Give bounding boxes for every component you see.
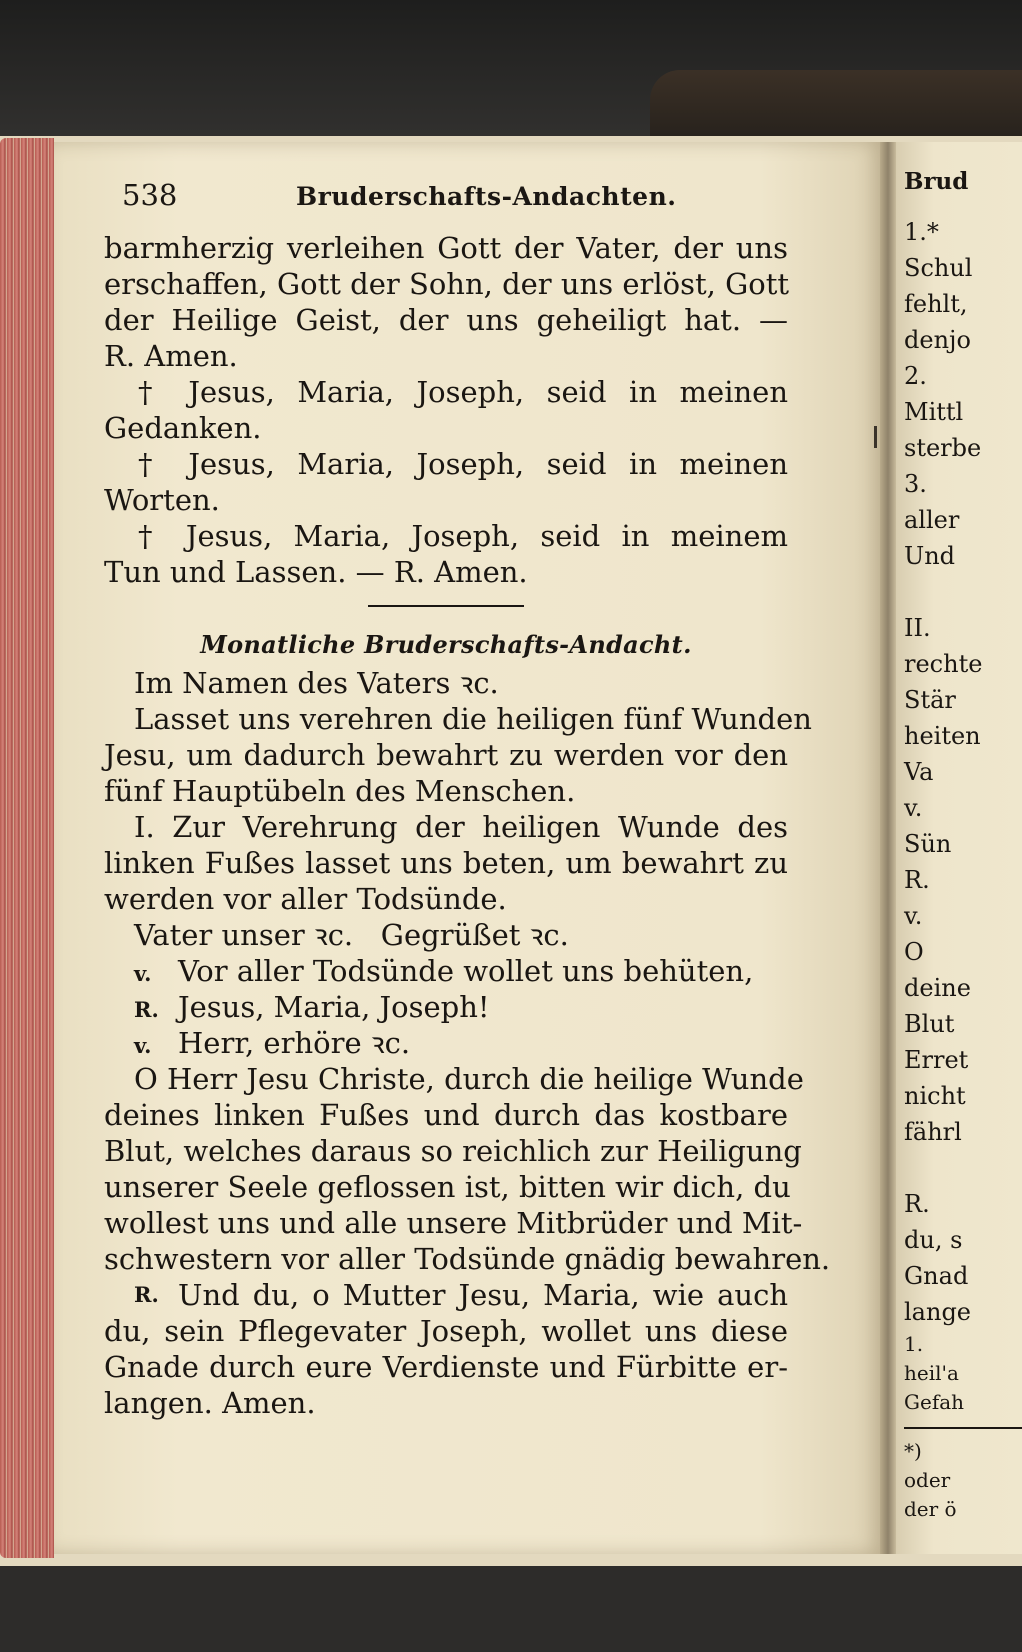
right-line: aller <box>904 506 960 534</box>
right-line: du, s <box>904 1226 963 1254</box>
text-line: linken Fußes lasset uns beten, um bewahrt zu <box>104 846 788 880</box>
right-line: heiten <box>904 722 981 750</box>
response-line <box>104 1277 788 1313</box>
prayer-line: schwestern vor aller Todsünde gnädig bewahren. <box>104 1242 831 1276</box>
background-bottom <box>0 1560 1022 1652</box>
response-mark: R. <box>134 997 159 1022</box>
right-footnote-line: heil'a <box>904 1361 959 1385</box>
right-footnote-2 <box>904 1437 1022 1524</box>
right-line: Mittl <box>904 398 964 426</box>
right-line: 3. <box>904 470 927 498</box>
prayer-line: unserer Seele geflossen ist, bitten wir dich, du <box>104 1170 791 1204</box>
right-line: Erret <box>904 1046 969 1074</box>
right-footnote-line: oder <box>904 1468 951 1492</box>
text-line: fünf Hauptübeln des Menschen. <box>104 774 576 808</box>
response-line: Gnade durch eure Verdienste und Fürbitte er- <box>104 1350 788 1384</box>
right-lines <box>904 214 1022 1330</box>
left-page-body <box>104 230 831 1421</box>
right-footnote-line: *) <box>904 1439 922 1463</box>
text-line: Vater unser ꝛc. Gegrüßet ꝛc. <box>134 918 569 952</box>
right-line: nicht <box>904 1082 966 1110</box>
invocation-line: † Jesus, Maria, Joseph, seid in meinem <box>138 519 788 553</box>
versicle-line <box>104 1025 788 1061</box>
right-line: v. <box>904 902 923 930</box>
right-line: deine <box>904 974 971 1002</box>
text-line: der Heilige Geist, der uns geheiligt hat. — <box>104 303 788 337</box>
right-line: 1.* <box>904 218 939 246</box>
running-title: Bruderschafts-Andachten. <box>296 182 677 211</box>
right-line: fehlt, <box>904 290 968 318</box>
right-line: Blut <box>904 1010 955 1038</box>
book-gutter <box>880 142 896 1554</box>
prayer-line: wollest uns und alle unsere Mitbrüder und Mit- <box>104 1206 803 1240</box>
right-line: fährl <box>904 1118 962 1146</box>
text-line: barmherzig verleihen Gott der Vater, der uns <box>104 231 788 265</box>
right-line: II. <box>904 614 931 642</box>
footnote-rule <box>904 1427 1022 1429</box>
invocation-line: † Jesus, Maria, Joseph, seid in meinen <box>138 375 788 409</box>
right-footnote-line: der ö <box>904 1497 957 1521</box>
right-line: R. <box>904 866 930 894</box>
text-line: werden vor aller Todsünde. <box>104 882 507 916</box>
prayer-line: Blut, welches daraus so reichlich zur Heiligung <box>104 1134 802 1168</box>
right-line <box>904 574 1022 610</box>
page-edges <box>0 138 54 1558</box>
left-page-header <box>118 176 808 220</box>
right-footnote-line: Gefah <box>904 1390 965 1414</box>
right-line: lange <box>904 1298 972 1326</box>
right-line: R. <box>904 1190 930 1218</box>
right-line: Gnad <box>904 1262 969 1290</box>
right-line: Stär <box>904 686 956 714</box>
right-running-title: Brud <box>904 168 969 195</box>
text-line: R. Amen. <box>104 339 238 373</box>
text-line: Jesu, um dadurch bewahrt zu werden vor den <box>104 738 788 772</box>
right-line: v. <box>904 794 923 822</box>
right-page-fragment <box>896 142 1022 1554</box>
versicle-text: Herr, erhöre ꝛc. <box>178 1026 411 1060</box>
response-line: langen. Amen. <box>104 1386 316 1420</box>
invocation-line: Worten. <box>104 483 220 517</box>
response-mark: R. <box>134 1282 159 1307</box>
text-line: Lasset uns verehren die heiligen fünf Wunden <box>134 702 812 736</box>
invocation-line: Gedanken. <box>104 411 262 445</box>
versicle-text: Vor aller Todsünde wollet uns behüten, <box>178 954 754 988</box>
right-line <box>904 1150 1022 1186</box>
page-number: 538 <box>122 178 178 212</box>
prayer-line: deines linken Fußes und durch das kostbare <box>104 1098 788 1132</box>
right-line: sterbe <box>904 434 982 462</box>
right-line: Schul <box>904 254 973 282</box>
right-line: rechte <box>904 650 983 678</box>
right-line: 2. <box>904 362 927 390</box>
right-page-text <box>904 164 1022 1524</box>
versicle-mark: v. <box>134 961 152 986</box>
response-line: du, sein Pflegevater Joseph, wollet uns diese <box>104 1314 788 1348</box>
right-line: O <box>904 938 924 966</box>
right-footnote <box>904 1330 1022 1417</box>
response-text: Und du, o Mutter Jesu, Maria, wie auch <box>178 1278 788 1312</box>
versicle-mark: v. <box>134 1033 152 1058</box>
right-footnote-line: 1. <box>904 1332 924 1356</box>
right-line: Sün <box>904 830 952 858</box>
section-divider <box>368 605 524 607</box>
text-line: erschaffen, Gott der Sohn, der uns erlöst, Gott <box>104 267 789 301</box>
text-line: Im Namen des Vaters ꝛc. <box>134 666 499 700</box>
ink-mark <box>874 426 877 448</box>
response-text: Jesus, Maria, Joseph! <box>178 990 490 1024</box>
right-line: Und <box>904 542 956 570</box>
versicle-line <box>104 953 788 989</box>
prayer-line: O Herr Jesu Christe, durch die heilige Wunde <box>134 1062 804 1096</box>
response-line <box>104 989 788 1025</box>
right-line: denjo <box>904 326 971 354</box>
section-title: Monatliche Bruderschafts-Andacht. <box>200 630 692 659</box>
invocation-line: † Jesus, Maria, Joseph, seid in meinen <box>138 447 788 481</box>
right-line: Va <box>904 758 934 786</box>
invocation-line: Tun und Lassen. — R. Amen. <box>104 555 528 589</box>
text-line: I. Zur Verehrung der heiligen Wunde des <box>134 810 788 844</box>
